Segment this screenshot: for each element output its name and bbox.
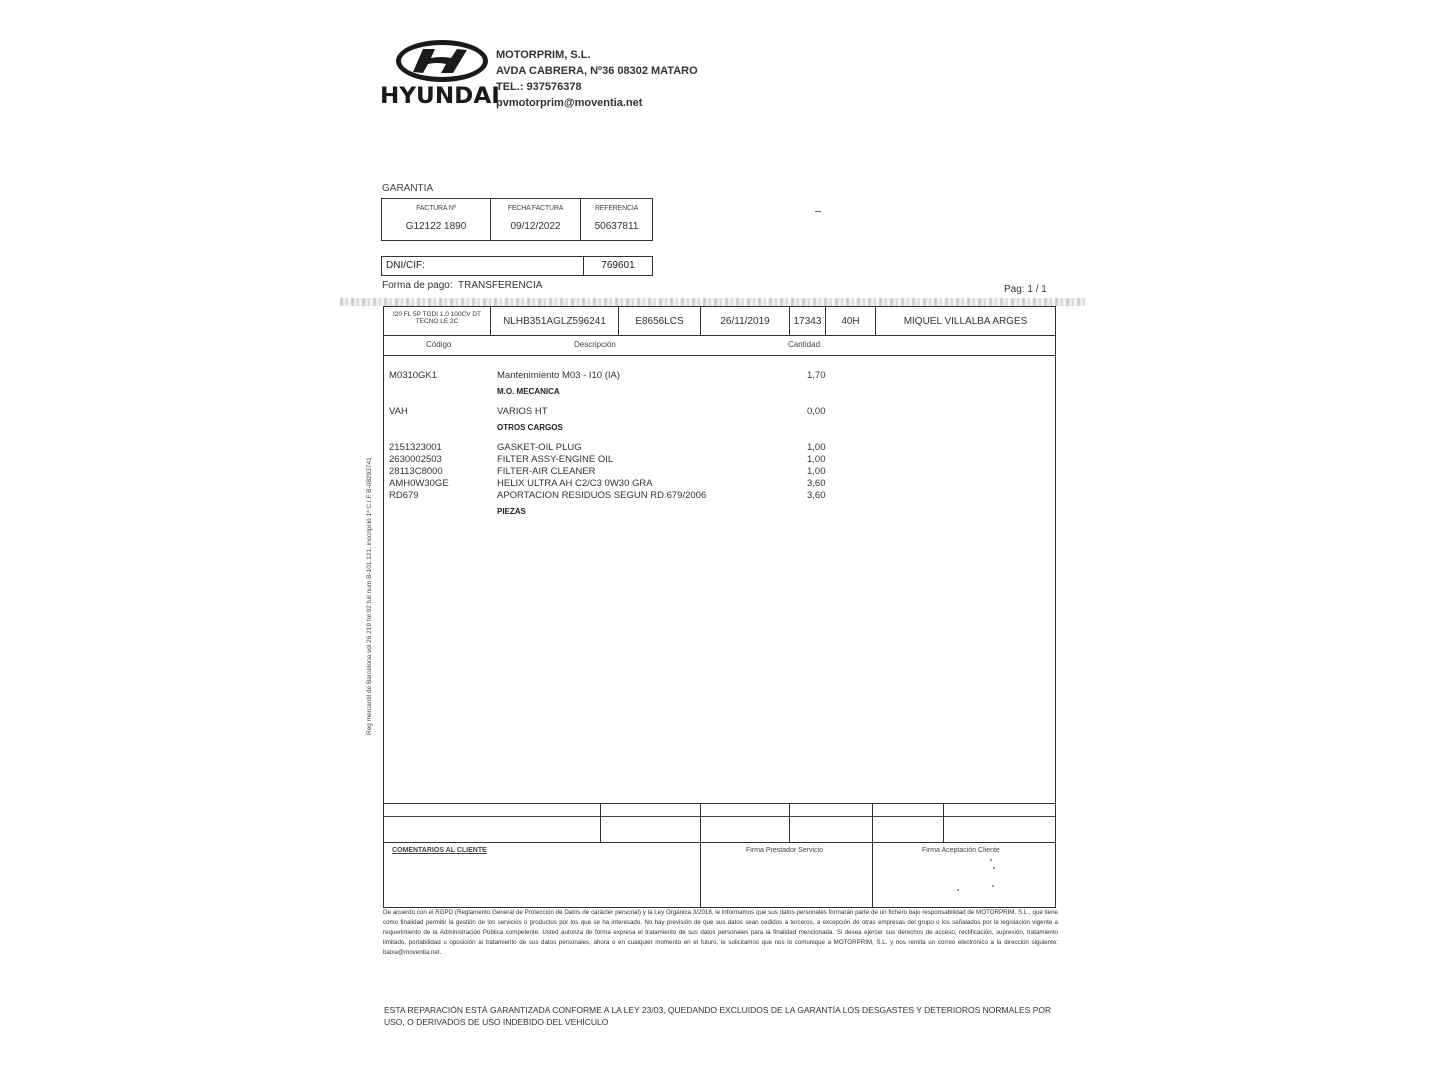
- reference-header: REFERENCIA: [594, 205, 639, 212]
- group-label: M.O. MECANICA: [497, 387, 560, 396]
- document-type-label: GARANTIA: [382, 183, 434, 194]
- item-description: VARIOS HT: [497, 406, 548, 417]
- list-item: [384, 466, 1055, 478]
- signature-mark: [992, 885, 994, 887]
- item-description: APORTACION RESIDUOS SEGUN RD 679/2006: [497, 490, 707, 501]
- item-code: 2630002503: [389, 454, 442, 465]
- item-description: FILTER ASSY-ENGINE OIL: [497, 454, 614, 465]
- invoice-date-header: FECHA FACTURA: [507, 205, 564, 212]
- client-signature-label: Firma Aceptación Cliente: [922, 847, 1000, 854]
- signature-area: [384, 843, 1055, 907]
- page-number: Pag: 1 / 1: [1004, 284, 1047, 295]
- item-code: 2151323001: [389, 442, 442, 453]
- list-item: [384, 478, 1055, 490]
- item-quantity: 0,00: [807, 406, 826, 417]
- reference-value: 50637811: [594, 221, 639, 232]
- dni-label: DNI/CIF:: [382, 257, 584, 275]
- signature-mark: [993, 867, 995, 869]
- company-address: AVDA CABRERA, Nº36 08302 MATARO: [496, 65, 698, 77]
- hyundai-logo-icon: [396, 40, 488, 82]
- grid-divider: [943, 804, 944, 842]
- grid-line: [384, 816, 1055, 817]
- vehicle-vin: NLHB351AGLZ596241: [491, 307, 619, 335]
- company-info: [496, 47, 698, 111]
- grid-divider: [600, 804, 601, 842]
- vehicle-code: 40H: [826, 307, 876, 335]
- signature-mark: [957, 889, 959, 891]
- invoice-info-box: [381, 198, 653, 241]
- reference-cell: [581, 199, 652, 240]
- provider-signature-label: Firma Prestador Servicio: [746, 847, 824, 854]
- vehicle-date: 26/11/2019: [701, 307, 790, 335]
- hyundai-h-icon: [401, 45, 483, 77]
- invoice-number-header: FACTURA Nº: [416, 205, 456, 212]
- item-quantity: 3,60: [807, 478, 826, 489]
- vehicle-plate: E8656LCS: [619, 307, 701, 335]
- group-label: OTROS CARGOS: [497, 423, 563, 432]
- legal-notice: De acuerdo con el RGPD (Reglamento General de Protección de Datos de carácter personal) y la Ley Orgánica 3/2018, le informamos que sus datos personales formarán parte de un fichero bajo responsabilidad de MOTORPRIM, S.L., que tiene como finalidad permitir la gestión de los servicios o productos por los que se ha interesado. No hay previsión de que sus datos sean cedidos a terceros, a excepción de otras empresas del grupo o los señalados por la legislación vigente a requerimiento de la Administración Pública competente. Usted autoriza de forma expresa el tratamiento de sus datos personales para la finalidad mencionada. Si desea ejercer sus derechos de acceso, rectificación, supresión, tratamiento limitado, portabilidad u oposición al tratamiento de sus datos personales, ahora o en cualquier momento en el futuro, le solicitamos que nos lo comunique a MOTORPRIM, S.L. y nos remita un correo electrónico a la dirección siguiente: baixa@moventia.net.: [383, 909, 1058, 956]
- registry-side-text: Reg mercantil de Barcelona vol 26 219 fol 92 full num B-101.121, inscripció 1ª C.I.F B-08293741: [366, 457, 373, 735]
- company-name: MOTORPRIM, S.L.: [496, 49, 591, 61]
- column-headers: [384, 335, 1055, 356]
- item-quantity: 3,60: [807, 490, 826, 501]
- grid-divider: [700, 804, 701, 842]
- customer-name: MIQUEL VILLALBA ARGES: [903, 315, 1028, 327]
- stray-mark: [815, 211, 821, 212]
- item-quantity: 1,00: [807, 442, 826, 453]
- invoice-date-cell: [491, 199, 581, 240]
- item-code: 28113C8000: [389, 466, 443, 477]
- grid-divider: [872, 843, 873, 907]
- item-description: Mantenimiento M03 - I10 (IA): [497, 370, 621, 381]
- column-header-quantity: Cantidad: [788, 340, 821, 349]
- list-item: [384, 442, 1055, 454]
- comments-label: COMENTARIOS AL CLIENTE: [392, 847, 487, 854]
- column-header-description: Descripción: [574, 340, 616, 349]
- warranty-notice: ESTA REPARACIÓN ESTÁ GARANTIZADA CONFORME A LA LEY 23/03, QUEDANDO EXCLUIDOS DE LA GARANTÍA LOS DESGASTES Y DETERIOROS NORMALES POR USO, O DERIVADOS DE USO INDEBIDO DEL VEHÍCULO: [384, 1005, 1052, 1027]
- company-email: pvmotorprim@moventia.net: [496, 97, 643, 109]
- grid-divider: [789, 804, 790, 842]
- totals-grid: [384, 803, 1055, 844]
- item-quantity: 1,00: [807, 454, 826, 465]
- dni-value: 769601: [601, 260, 635, 271]
- item-quantity: 1,70: [807, 370, 826, 381]
- invoice-number-cell: [382, 199, 491, 240]
- item-code: VAH: [389, 406, 408, 417]
- vehicle-model: I20 FL 5P TGDI 1.0 100CV DT TECNO LE 2C: [384, 307, 491, 335]
- invoice-date-value: 09/12/2022: [510, 221, 561, 232]
- list-item: [384, 406, 1055, 418]
- vehicle-km: 17343: [790, 307, 826, 335]
- payment-method: [382, 280, 542, 291]
- item-description: FILTER-AIR CLEANER: [497, 466, 596, 477]
- dni-box: [381, 256, 653, 276]
- grid-divider: [872, 804, 873, 842]
- faded-header-strip: [340, 298, 1085, 306]
- grid-divider: [700, 843, 701, 907]
- list-item: [384, 370, 1055, 382]
- item-code: M0310GK1: [389, 370, 438, 381]
- invoice-number-value: G12122 1890: [405, 221, 467, 232]
- payment-value: TRANSFERENCIA: [458, 280, 543, 291]
- column-header-code: Código: [426, 340, 452, 349]
- list-item: [384, 454, 1055, 466]
- list-item: [384, 490, 1055, 502]
- brand-wordmark: HYUNDAI: [380, 84, 500, 109]
- item-code: AMH0W30GE: [389, 478, 449, 489]
- item-description: GASKET-OIL PLUG: [497, 442, 582, 453]
- group-label: PIEZAS: [497, 507, 526, 516]
- item-code: RD679: [389, 490, 419, 501]
- item-description: HELIX ULTRA AH C2/C3 0W30 GRA: [497, 478, 653, 489]
- vehicle-row: [384, 307, 1055, 336]
- item-quantity: 1,00: [807, 466, 826, 477]
- payment-label: Forma de pago:: [382, 280, 453, 291]
- line-items-table: [383, 306, 1056, 908]
- signature-mark: [990, 859, 992, 861]
- company-phone: TEL.: 937576378: [496, 81, 582, 93]
